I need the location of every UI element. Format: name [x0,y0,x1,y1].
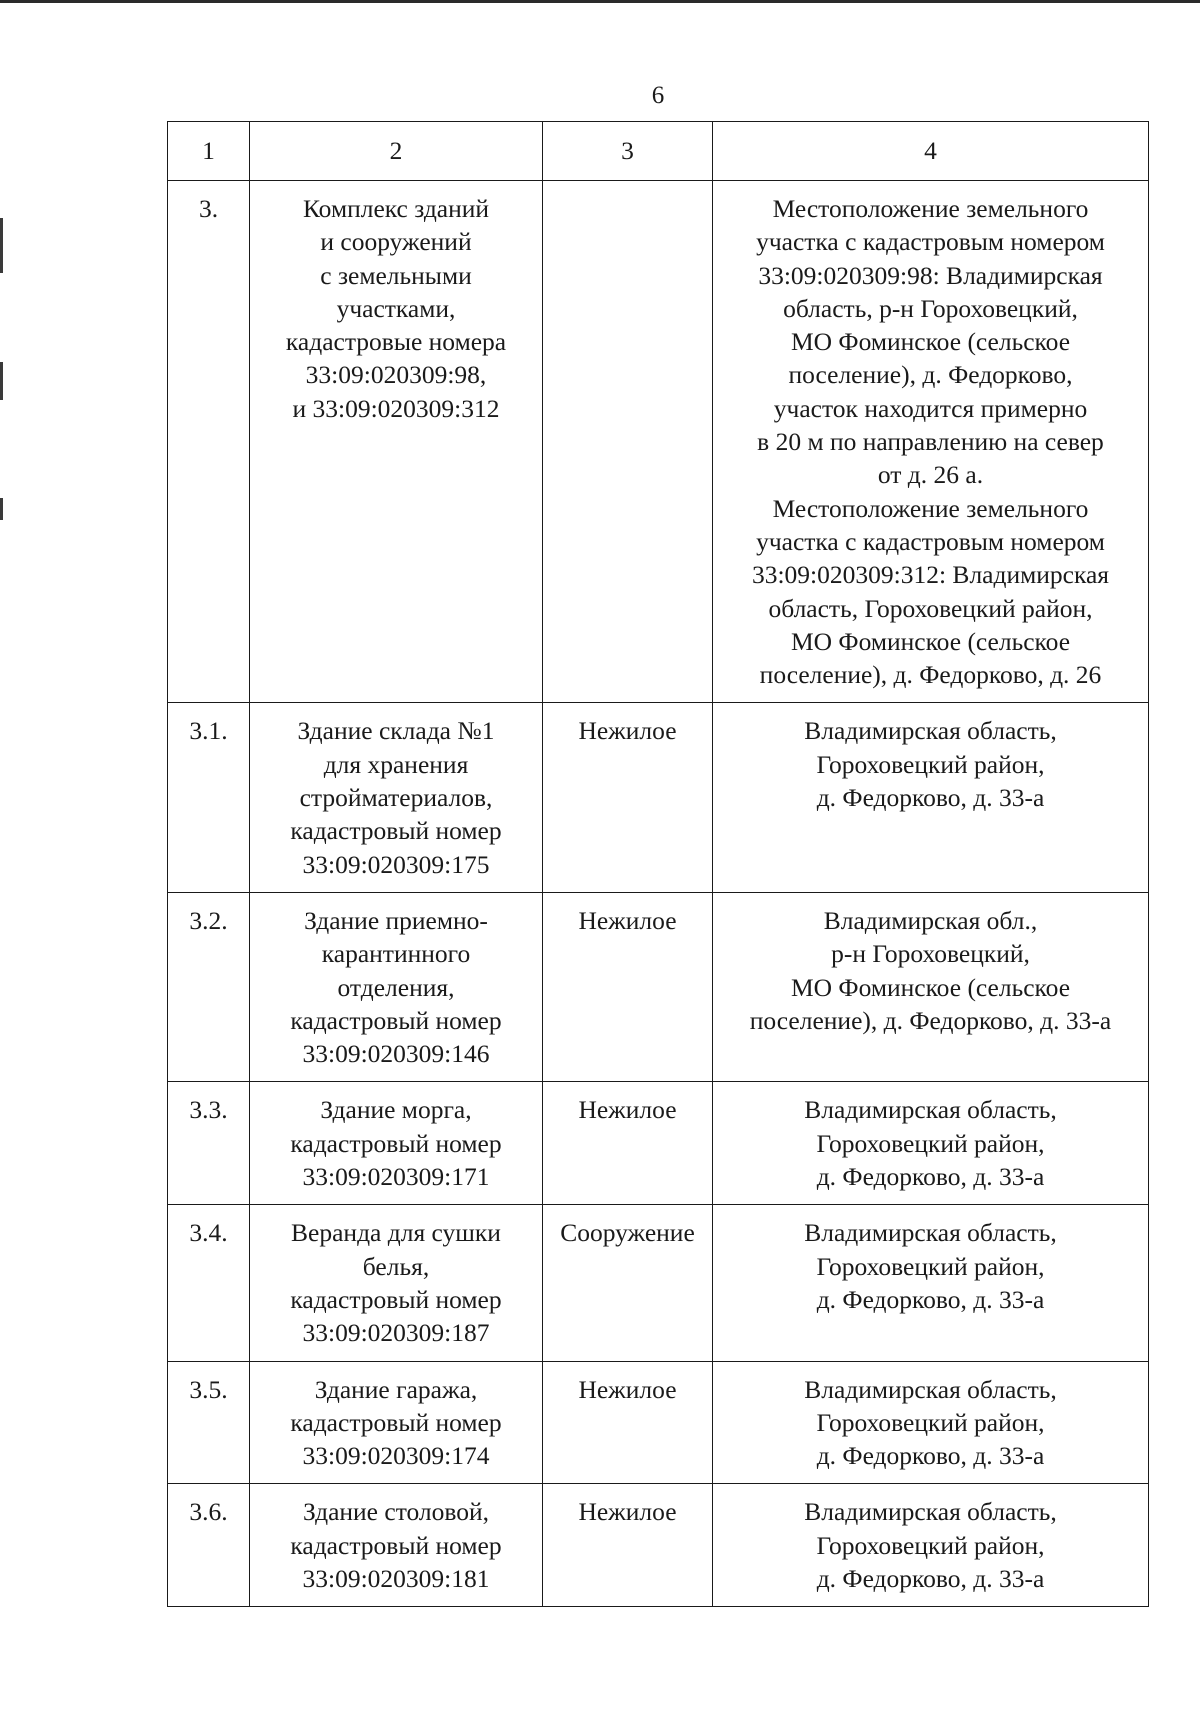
object-name-text: Здание приемно- карантинного отделения, кадастровый номер 33:09:020309:146 [290,905,502,1069]
column-header: 3 [543,122,713,181]
row-number: 3.5. [168,1361,250,1484]
object-location [713,703,1149,892]
table-row [168,703,1149,892]
object-type-text: Нежилое [578,905,677,935]
scan-edge-mark [0,362,3,400]
object-name-text: Здание столовой, кадастровый номер 33:09:020309:181 [290,1497,502,1593]
object-name [250,1082,543,1205]
row-number: 3.6. [168,1484,250,1607]
table-row [168,1484,1149,1607]
object-name [250,1205,543,1361]
object-type [543,892,713,1081]
table-row [168,1082,1149,1205]
row-number: 3.1. [168,703,250,892]
object-name-text: Здание морга, кадастровый номер 33:09:020309:171 [290,1095,502,1192]
object-type [543,1361,713,1484]
object-type [543,1484,713,1607]
table-header-row [168,122,1149,181]
row-number: 3.4. [168,1205,250,1361]
object-location-text: Владимирская область, Гороховецкий район, д. Федорково, д. 33-а [804,1497,1057,1593]
scan-top-edge [0,0,1200,3]
table-row [168,1205,1149,1361]
object-type [543,703,713,892]
object-location-text: Местоположение земельного участка с кадастровым номером 33:09:020309:98: Владимирская область, р-н Гороховецкий, МО Фоминское (сельское поселение), д. Федорково, участок находится примерно в 20 м по направлению на север от д. 26 а. Местоположение земельного участка с кадастровым номером 33:09:020309:312: Владимирская область, Гороховецкий район, МО Фоминское (сельское поселение), д. Федорково, д. 26 [751,194,1110,690]
object-location-text: Владимирская область, Гороховецкий район, д. Федорково, д. 33-а [804,1095,1057,1192]
column-header: 4 [713,122,1149,181]
scan-edge-mark [0,498,3,520]
property-table [167,121,1149,1607]
object-type [543,1205,713,1361]
object-location-text: Владимирская обл., р-н Гороховецкий, МО Фоминское (сельское поселение), д. Федорково, д. 33-а [749,905,1112,1035]
column-header: 1 [168,122,250,181]
object-type-text: Нежилое [578,1497,677,1527]
table-row [168,1361,1149,1484]
object-type-text: Сооружение [560,1218,695,1248]
object-name-text: Веранда для сушки белья, кадастровый номер 33:09:020309:187 [290,1218,502,1348]
object-location-text: Владимирская область, Гороховецкий район, д. Федорково, д. 33-а [804,716,1057,813]
object-location [713,1082,1149,1205]
object-type-text: Нежилое [578,1095,677,1125]
object-name-text: Здание склада №1 для хранения стройматериалов, кадастровый номер 33:09:020309:175 [290,716,502,879]
object-location-text: Владимирская область, Гороховецкий район, д. Федорково, д. 33-а [804,1218,1057,1314]
object-location [713,181,1149,703]
scan-edge-mark [0,218,3,273]
row-number: 3.2. [168,892,250,1081]
object-name [250,181,543,703]
page-number: 6 [651,82,665,109]
object-name [250,1361,543,1484]
object-location-text: Владимирская область, Гороховецкий район, д. Федорково, д. 33-а [804,1374,1057,1471]
object-location [713,892,1149,1081]
object-type-text: Нежилое [578,1374,677,1404]
object-name [250,892,543,1081]
object-name [250,1484,543,1607]
object-name-text: Комплекс зданий и сооружений с земельными участками, кадастровые номера 33:09:020309:98, и 33:09:020309:312 [285,194,507,423]
object-location [713,1205,1149,1361]
row-number: 3. [168,181,250,703]
row-number: 3.3. [168,1082,250,1205]
object-type [543,1082,713,1205]
object-location [713,1484,1149,1607]
column-header: 2 [250,122,543,181]
table-row [168,892,1149,1081]
object-location [713,1361,1149,1484]
table-row [168,181,1149,703]
object-name [250,703,543,892]
object-type [543,181,713,703]
object-name-text: Здание гаража, кадастровый номер 33:09:020309:174 [290,1374,502,1471]
object-type-text: Нежилое [578,716,677,746]
